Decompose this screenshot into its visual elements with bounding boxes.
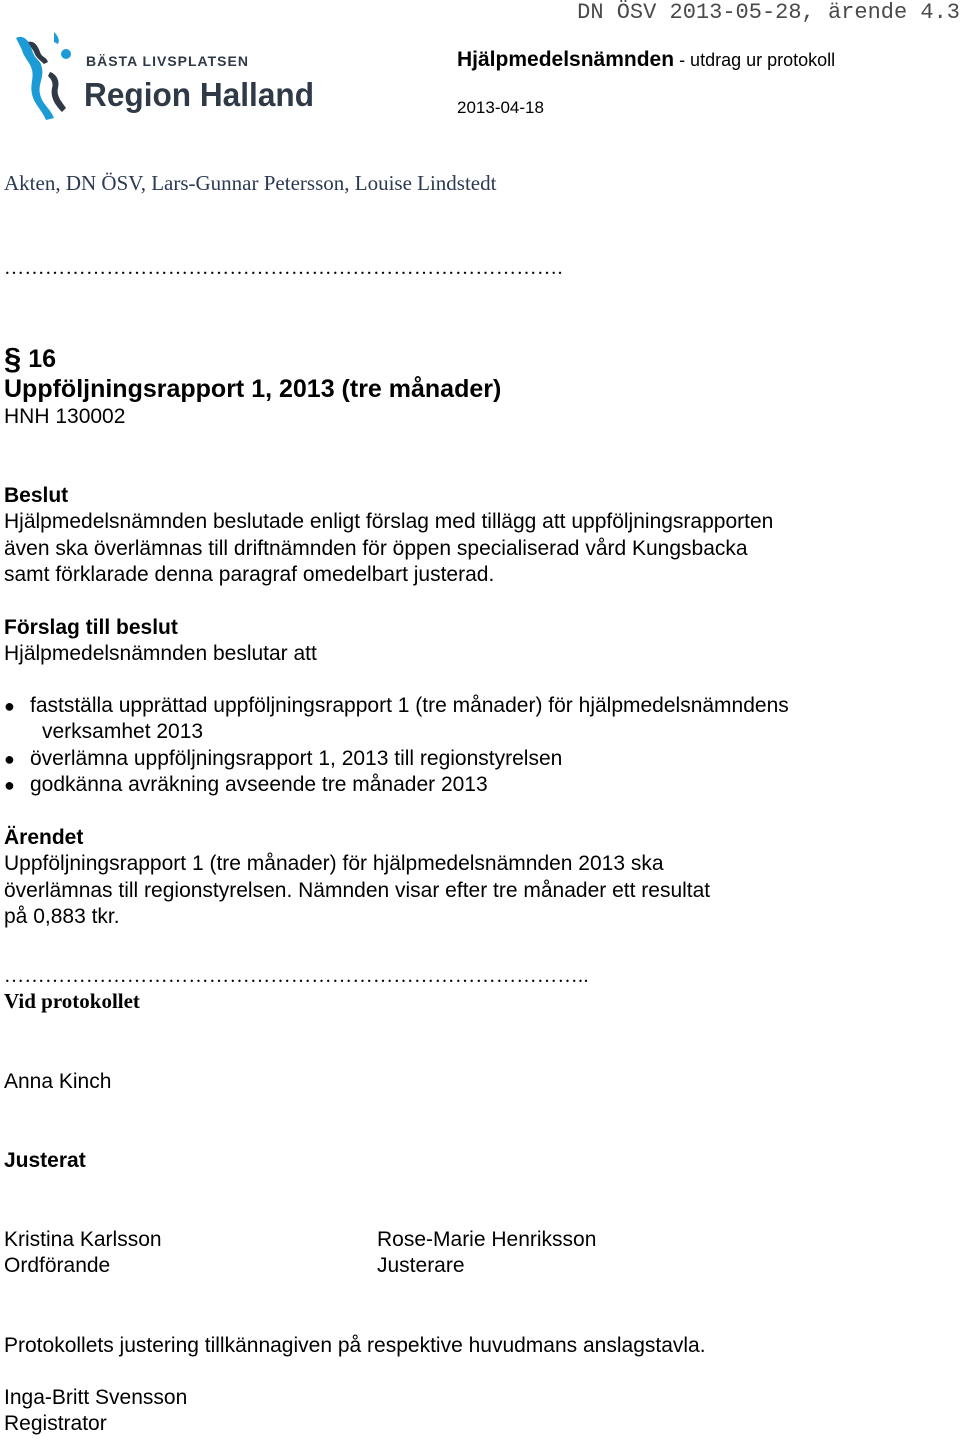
signer-role: Ordförande [4,1254,111,1278]
bullet-text-continuation: verksamhet 2013 [42,720,204,744]
region-halland-logo-mark [10,28,320,124]
secretary-name: Anna Kinch [4,1070,112,1093]
arendet-line: på 0,883 tkr. [4,904,120,928]
bullet-icon: ● [4,696,15,716]
registrar-block [4,1385,187,1438]
decision-bullet-list [4,693,789,798]
forslag-intro: Hjälpmedelsnämnden beslutar att [4,642,317,666]
list-item [4,772,789,798]
separator-bottom: ………………………………………………………………………….. [4,965,589,987]
logo-tagline: BÄSTA LIVSPLATSEN [86,53,249,69]
beslut-heading: Beslut [4,484,69,507]
list-item [4,693,789,746]
adjustment-notice: Protokollets justering tillkännagiven på respektive huvudmans anslagstavla. [4,1334,706,1357]
signer-name: Kristina Karlsson [4,1228,162,1251]
document-type: - utdrag ur protokoll [674,50,836,70]
paragraph-title: Uppföljningsrapport 1, 2013 (tre månader) [4,375,502,403]
arendet-line: Uppföljningsrapport 1 (tre månader) för hjälpmedelsnämnden 2013 ska [4,852,664,876]
logo-name: Region Halland [84,76,314,113]
case-number: HNH 130002 [4,405,126,428]
beslut-line: även ska överlämnas till driftnämnden för öppen specialiserad vård Kungsbacka [4,536,748,560]
committee-name: Hjälpmedelsnämnden [457,48,675,71]
separator-top: ………………………………………………………………………. [4,257,563,279]
registrar-name: Inga-Britt Svensson [4,1386,188,1409]
arendet-line: överlämnas till regionstyrelsen. Nämnden visar efter tre månader ett resultat [4,878,711,902]
paragraph-number [4,341,57,376]
arendet-section [4,825,904,930]
paragraph-number-value: 16 [28,345,57,373]
beslut-line: samt förklarade denna paragraf omedelbart justerad. [4,562,495,586]
bullet-icon: ● [4,748,15,769]
vid-protokollet-label: Vid protokollet [4,989,140,1013]
meeting-date: 2013-04-18 [457,98,544,117]
beslut-section [4,483,904,588]
signer-role: Justerare [377,1254,465,1278]
beslut-line: Hjälpmedelsnämnden beslutade enligt förslag med tillägg att uppföljningsrapporten [4,510,774,534]
document-header-title [457,47,835,73]
bullet-text: fastställa upprättad uppföljningsrapport 1 (tre månader) för hjälpmedelsnämndens [30,694,789,717]
distribution-list: Akten, DN ÖSV, Lars-Gunnar Petersson, Louise Lindstedt [4,171,497,195]
case-reference-stamp: DN ÖSV 2013-05-28, ärende 4.3 [577,0,960,25]
justerat-label: Justerat [4,1149,86,1172]
signer-adjuster [377,1227,596,1280]
bullet-text: överlämna uppföljningsrapport 1, 2013 till regionstyrelsen [30,746,563,770]
forslag-heading: Förslag till beslut [4,616,178,639]
list-item [4,746,789,772]
bullet-icon: ● [4,774,15,795]
arendet-heading: Ärendet [4,826,84,849]
region-halland-logo [10,28,320,124]
registrar-role: Registrator [4,1412,107,1436]
section-symbol: § [4,341,22,376]
forslag-section [4,615,904,668]
signer-name: Rose-Marie Henriksson [377,1228,597,1251]
bullet-text: godkänna avräkning avseende tre månader 2013 [30,772,488,796]
signer-chair [4,1227,162,1280]
